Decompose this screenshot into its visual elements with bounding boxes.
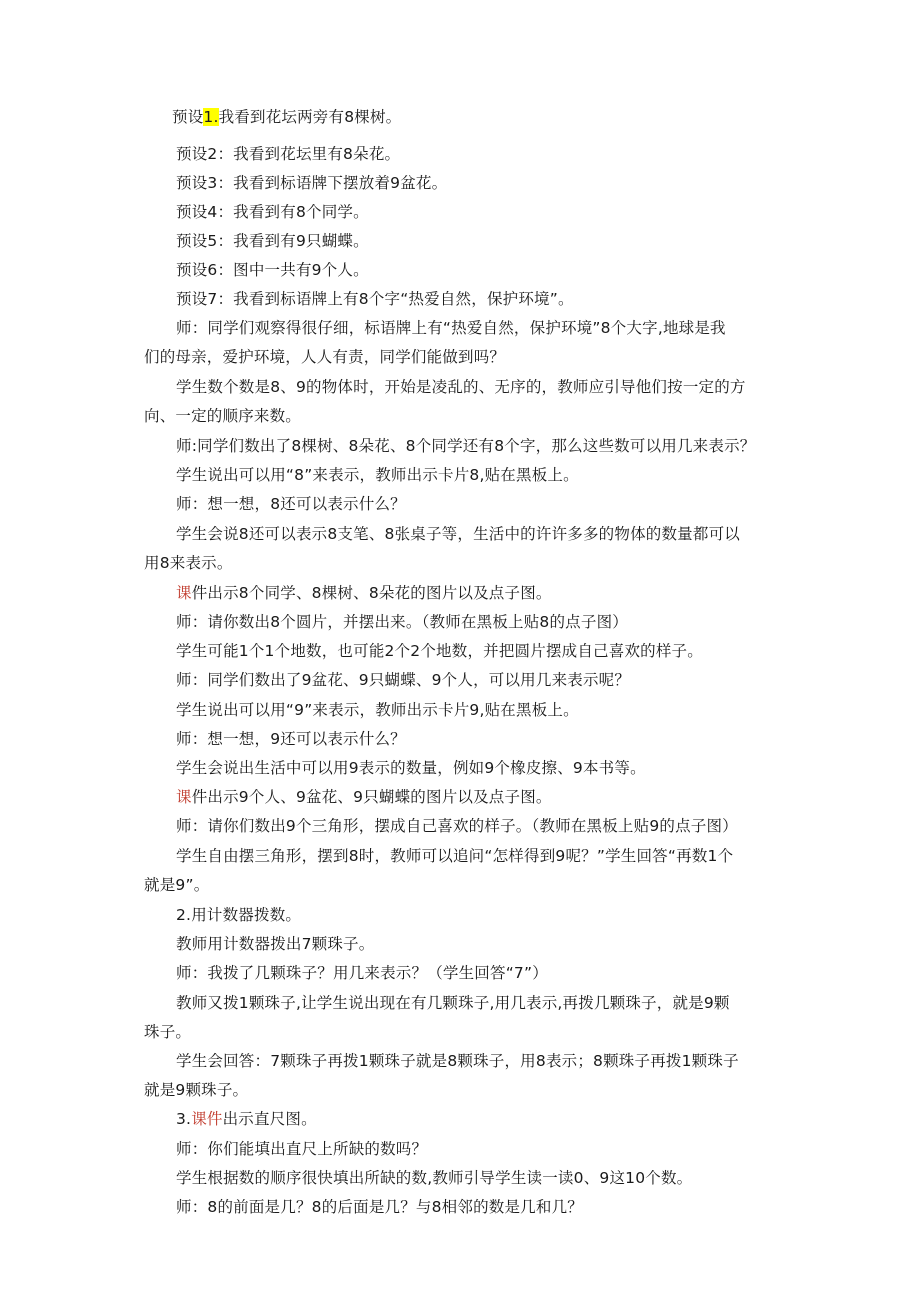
- line-text: 师：请你数出8个圆片，并摆出来。（教师在黑板上贴8的点子图）: [176, 613, 628, 631]
- text-line: [144, 875, 209, 895]
- line-text: 师：想一想，8还可以表示什么？: [176, 495, 406, 513]
- text-line: [176, 758, 646, 778]
- text-line: [144, 406, 301, 426]
- line-text: 学生自由摆三角形，摆到8时，教师可以追问“怎样得到9呢？”学生回答“再数1个: [176, 847, 734, 865]
- text-line: [176, 1139, 427, 1159]
- line-text: 师:同学们数出了8棵树、8朵花、8个同学还有8个字，那么这些数可以用几来表示？: [176, 437, 756, 455]
- line-text: 师：我拨了几颗珠子？用几来表示？（学生回答“7”）: [176, 964, 548, 982]
- red-keyword: 课件: [191, 1110, 223, 1128]
- text-line: [176, 641, 703, 661]
- text-line: [176, 1197, 583, 1217]
- line-text: 学生会说8还可以表示8支笔、8张桌子等，生活中的许许多多的物体的数量都可以: [176, 525, 740, 543]
- text-line: [176, 1109, 317, 1129]
- line-text: 学生说出可以用“9”来表示，教师出示卡片9,贴在黑板上。: [176, 701, 579, 719]
- line-prefix: 3.: [176, 1110, 192, 1128]
- text-line: [144, 553, 233, 573]
- text-line: [176, 465, 579, 485]
- line-text: 教师又拨1颗珠子,让学生说出现在有几颗珠子,用几表示,再拨几颗珠子，就是9颗: [176, 994, 730, 1012]
- line-text: 我看到花坛两旁有8棵树。: [218, 108, 402, 126]
- text-line: [176, 524, 740, 544]
- text-line: [144, 347, 505, 367]
- line-text: 向、一定的顺序来数。: [144, 407, 302, 425]
- text-line: [176, 816, 738, 836]
- red-keyword: 课: [176, 788, 192, 806]
- text-line: [176, 318, 726, 338]
- text-line: [176, 670, 630, 690]
- line-text: 们的母亲，爱护环境，人人有责，同学们能做到吗？: [144, 348, 506, 366]
- text-line: [176, 787, 552, 807]
- line-text: 预设5：我看到有9只蝴蝶。: [176, 232, 369, 250]
- text-line: [172, 107, 401, 127]
- line-text: 师：同学们数出了9盆花、9只蝴蝶、9个人，可以用几来表示呢？: [176, 671, 631, 689]
- text-line: [176, 934, 374, 954]
- line-text: 学生说出可以用“8”来表示，教师出示卡片8,贴在黑板上。: [176, 466, 579, 484]
- line-prefix: 预设: [172, 108, 204, 126]
- line-text: 用8来表示。: [144, 554, 233, 572]
- line-text: 师：你们能填出直尺上所缺的数吗？: [176, 1140, 428, 1158]
- text-line: [176, 700, 579, 720]
- text-line: [176, 202, 369, 222]
- line-text: 预设3：我看到标语牌下摆放着9盆花。: [176, 174, 448, 192]
- line-text: 预设4：我看到有8个同学。: [176, 203, 369, 221]
- line-text: 师：请你们数出9个三角形，摆成自己喜欢的样子。（教师在黑板上贴9的点子图）: [176, 817, 738, 835]
- line-text: 珠子。: [144, 1023, 192, 1041]
- text-line: [176, 846, 733, 866]
- text-line: [176, 612, 628, 632]
- line-text: 学生根据数的顺序很快填出所缺的数,教师引导学生读一读0、9这10个数。: [176, 1169, 693, 1187]
- text-line: [176, 377, 746, 397]
- line-text: 件出示8个同学、8棵树、8朵花的图片以及点子图。: [191, 584, 552, 602]
- line-text: 就是9”。: [144, 876, 210, 894]
- line-text: 师：同学们观察得很仔细，标语牌上有“热爱自然，保护环境”8个大字,地球是我: [176, 319, 726, 337]
- text-line: [176, 436, 755, 456]
- text-line: [144, 1080, 248, 1100]
- text-line: [176, 993, 730, 1013]
- line-text: 预设2：我看到花坛里有8朵花。: [176, 145, 401, 163]
- line-text: 学生可能1个1个地数，也可能2个2个地数，并把圆片摆成自己喜欢的样子。: [176, 642, 703, 660]
- line-text: 学生会说出生活中可以用9表示的数量，例如9个橡皮擦、9本书等。: [176, 759, 646, 777]
- text-line: [176, 583, 552, 603]
- line-text: 师：想一想，9还可以表示什么？: [176, 730, 406, 748]
- text-line: [176, 1168, 692, 1188]
- text-line: [176, 494, 406, 514]
- text-line: [176, 1051, 739, 1071]
- text-line: [176, 905, 301, 925]
- line-text: 就是9颗珠子。: [144, 1081, 249, 1099]
- text-line: [176, 173, 447, 193]
- text-line: [176, 260, 369, 280]
- highlighted-number: 1.: [203, 108, 219, 126]
- text-line: [176, 289, 574, 309]
- line-text: 2.用计数器拨数。: [176, 906, 302, 924]
- text-line: [176, 231, 369, 251]
- line-text: 出示直尺图。: [222, 1110, 317, 1128]
- line-text: 预设6：图中一共有9个人。: [176, 261, 369, 279]
- red-keyword: 课: [176, 584, 192, 602]
- line-text: 学生会回答：7颗珠子再拨1颗珠子就是8颗珠子，用8表示；8颗珠子再拨1颗珠子: [176, 1052, 739, 1070]
- line-text: 教师用计数器拨出7颗珠子。: [176, 935, 375, 953]
- text-line: [144, 1022, 191, 1042]
- line-text: 学生数个数是8、9的物体时，开始是凌乱的、无序的，教师应引导他们按一定的方: [176, 378, 746, 396]
- line-text: 预设7：我看到标语牌上有8个字“热爱自然，保护环境”。: [176, 290, 574, 308]
- text-line: [176, 144, 400, 164]
- text-line: [176, 729, 406, 749]
- line-text: 师：8的前面是几？8的后面是几？与8相邻的数是几和几？: [176, 1198, 583, 1216]
- line-text: 件出示9个人、9盆花、9只蝴蝶的图片以及点子图。: [191, 788, 552, 806]
- text-line: [176, 963, 548, 983]
